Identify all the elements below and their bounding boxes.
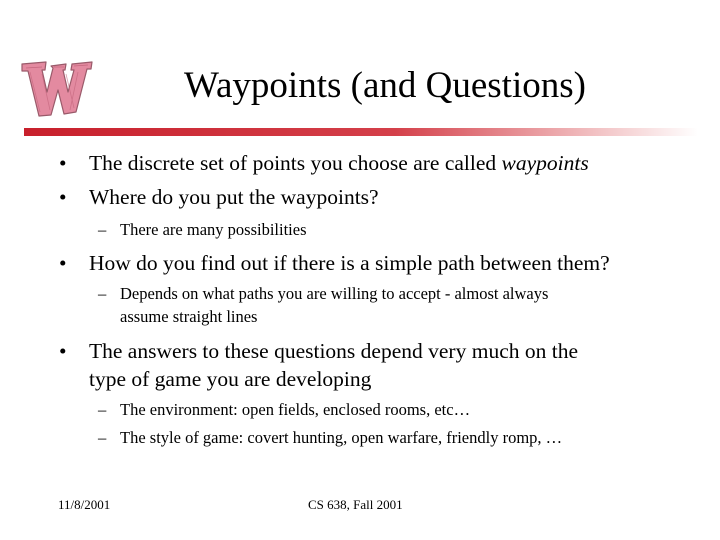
dash-icon: –	[98, 428, 107, 447]
subbullet-depends-paths-cont	[120, 306, 257, 327]
bullet-text-italic: waypoints	[501, 151, 589, 175]
bullet-icon: •	[59, 185, 67, 209]
slide-title: Waypoints (and Questions)	[184, 65, 586, 106]
dash-icon: –	[98, 220, 107, 239]
bullet-icon: •	[59, 339, 67, 363]
bullet-simple-path	[59, 250, 610, 276]
bullet-answers-depend	[59, 338, 578, 364]
subbullet-text: The style of game: covert hunting, open warfare, friendly romp, …	[120, 428, 563, 447]
title-divider	[24, 128, 698, 136]
bullet-text: Where do you put the waypoints?	[89, 185, 379, 209]
bullet-where-waypoints	[59, 184, 379, 210]
wisconsin-w-logo-icon	[18, 52, 96, 122]
dash-icon: –	[98, 400, 107, 419]
bullet-icon: •	[59, 151, 67, 175]
footer-course: CS 638, Fall 2001	[308, 497, 403, 512]
bullet-icon: •	[59, 251, 67, 275]
bullet-text: How do you find out if there is a simple path between them?	[89, 251, 610, 275]
dash-icon: –	[98, 284, 107, 303]
bullet-waypoints-definition	[59, 150, 589, 176]
subbullet-text: The environment: open fields, enclosed rooms, etc…	[120, 400, 471, 419]
subbullet-many-possibilities	[98, 219, 307, 240]
subbullet-environment	[98, 399, 471, 420]
bullet-text-line2: type of game you are developing	[89, 367, 372, 391]
subbullet-text-line2: assume straight lines	[120, 307, 258, 326]
footer-date: 11/8/2001	[58, 497, 111, 512]
subbullet-text-line1: Depends on what paths you are willing to accept - almost always	[120, 284, 549, 303]
subbullet-text: There are many possibilities	[120, 220, 307, 239]
bullet-text: The discrete set of points you choose are called	[89, 151, 502, 175]
bullet-text-line1: The answers to these questions depend very much on the	[89, 339, 578, 363]
subbullet-game-style	[98, 427, 563, 448]
subbullet-depends-paths	[98, 283, 549, 304]
bullet-answers-depend-cont	[89, 366, 371, 392]
